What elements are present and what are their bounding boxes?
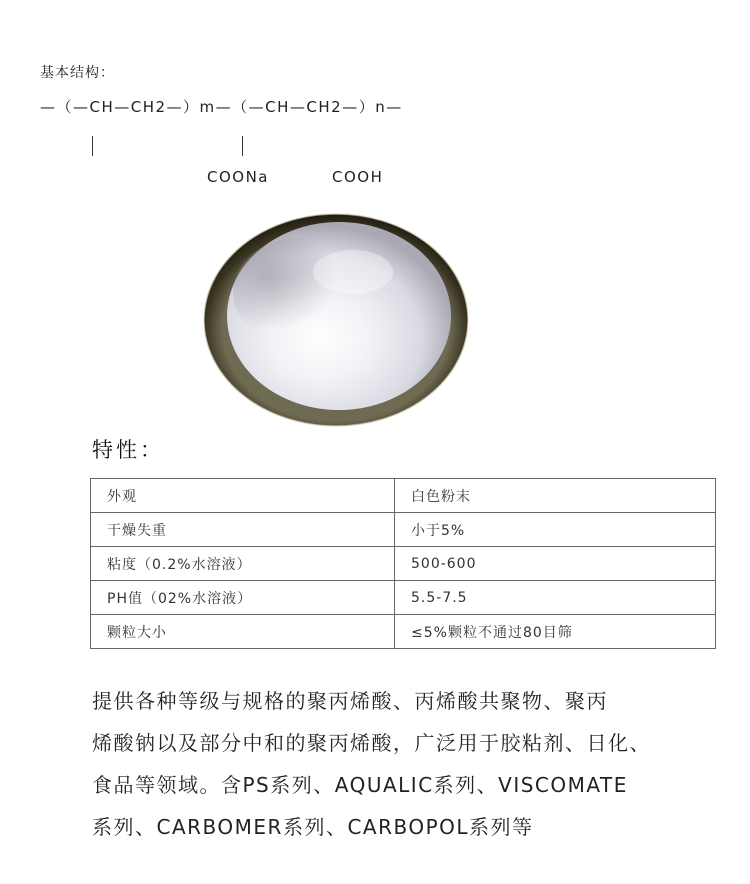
description-line: 系列、CARBOMER系列、CARBOPOL系列等 bbox=[92, 815, 534, 839]
table-row bbox=[91, 513, 716, 547]
chemical-formula: —（—CH—CH2—）m—（—CH—CH2—）n— bbox=[40, 98, 403, 116]
property-value: 5.5-7.5 bbox=[395, 581, 716, 615]
bond-line-1 bbox=[92, 136, 93, 156]
property-value: ≤5%颗粒不通过80目筛 bbox=[395, 615, 716, 649]
table-row bbox=[91, 581, 716, 615]
bond-line-2 bbox=[242, 136, 243, 156]
property-value: 小于5% bbox=[395, 513, 716, 547]
property-name: 外观 bbox=[91, 479, 395, 513]
description-line: 烯酸钠以及部分中和的聚丙烯酸，广泛用于胶粘剂、日化、 bbox=[92, 731, 651, 755]
property-name: PH值（02%水溶液） bbox=[91, 581, 395, 615]
properties-heading: 特性： bbox=[92, 438, 164, 462]
property-name: 粘度（0.2%水溶液） bbox=[91, 547, 395, 581]
product-description bbox=[92, 680, 750, 848]
substituent-coona: COONa bbox=[207, 168, 269, 186]
property-name: 干燥失重 bbox=[91, 513, 395, 547]
powder-dish-photo bbox=[203, 212, 469, 428]
table-row bbox=[91, 615, 716, 649]
description-line: 提供各种等级与规格的聚丙烯酸、丙烯酸共聚物、聚丙 bbox=[92, 689, 608, 713]
description-line: 食品等领域。含PS系列、AQUALIC系列、VISCOMATE bbox=[92, 773, 628, 797]
table-row bbox=[91, 479, 716, 513]
property-value: 白色粉末 bbox=[395, 479, 716, 513]
property-name: 颗粒大小 bbox=[91, 615, 395, 649]
structure-title: 基本结构： bbox=[40, 65, 115, 81]
properties-table bbox=[90, 478, 716, 649]
property-value: 500-600 bbox=[395, 547, 716, 581]
table-row bbox=[91, 547, 716, 581]
substituent-cooh: COOH bbox=[332, 168, 384, 186]
